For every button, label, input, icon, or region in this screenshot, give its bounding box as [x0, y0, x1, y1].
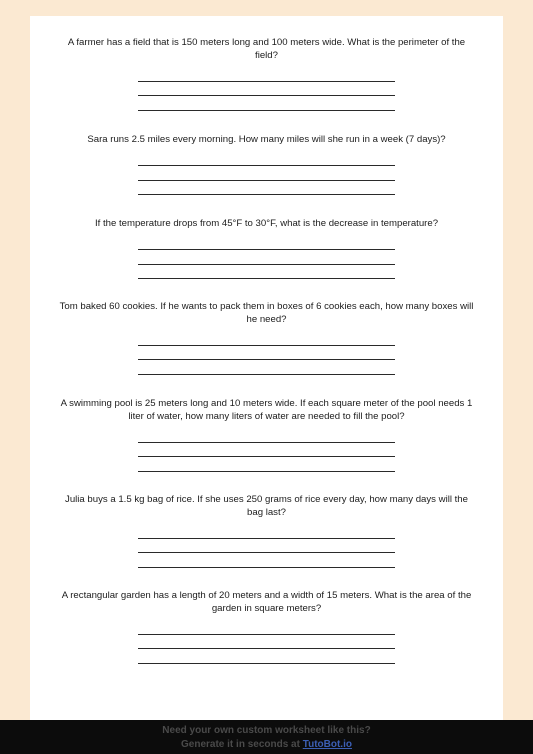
answer-lines	[30, 67, 503, 111]
footer-cta	[0, 738, 533, 752]
answer-line	[138, 166, 395, 181]
answer-lines	[30, 331, 503, 375]
answer-line	[138, 236, 395, 251]
answer-line	[138, 457, 395, 472]
answer-line	[138, 620, 395, 635]
answer-line	[138, 443, 395, 458]
answer-lines	[30, 620, 503, 664]
answer-lines	[30, 428, 503, 472]
question-text: Tom baked 60 cookies. If he wants to pack them in boxes of 6 cookies each, how many boxes will he need?	[59, 301, 474, 325]
footer-cta-text: Generate it in seconds at	[181, 739, 303, 750]
answer-line	[138, 250, 395, 265]
answer-line	[138, 553, 395, 568]
footer-headline: Need your own custom worksheet like this?	[162, 725, 371, 736]
answer-line	[138, 539, 395, 554]
question-3	[30, 218, 503, 279]
question-7	[30, 590, 503, 664]
answer-line	[138, 181, 395, 196]
answer-line	[138, 96, 395, 111]
answer-lines	[30, 524, 503, 568]
answer-line	[138, 649, 395, 664]
answer-lines	[30, 236, 503, 280]
answer-line	[138, 152, 395, 167]
question-5	[30, 398, 503, 472]
answer-line	[138, 428, 395, 443]
question-text: Sara runs 2.5 miles every morning. How many miles will she run in a week (7 days)?	[87, 134, 446, 145]
question-4	[30, 301, 503, 375]
answer-line	[138, 346, 395, 361]
question-text: If the temperature drops from 45°F to 30°F, what is the decrease in temperature?	[94, 218, 439, 229]
answer-line	[138, 331, 395, 346]
answer-line	[138, 265, 395, 280]
answer-line	[138, 635, 395, 650]
question-text: A rectangular garden has a length of 20 meters and a width of 15 meters. What is the area of the garden in square meters?	[61, 590, 472, 614]
question-text: A swimming pool is 25 meters long and 10 meters wide. If each square meter of the pool needs 1 liter of water, how many liters of water are needed to fill the pool?	[60, 398, 473, 422]
answer-line	[138, 82, 395, 97]
worksheet-page	[30, 16, 503, 754]
answer-lines	[30, 152, 503, 196]
question-6	[30, 494, 503, 568]
promo-footer	[0, 720, 533, 754]
question-2	[30, 134, 503, 195]
question-text: Julia buys a 1.5 kg bag of rice. If she uses 250 grams of rice every day, how many days will the bag last?	[65, 494, 468, 518]
tutobot-link[interactable]: TutoBot.io	[302, 739, 352, 750]
question-1	[30, 37, 503, 111]
answer-line	[138, 524, 395, 539]
question-text: A farmer has a field that is 150 meters long and 100 meters wide. What is the perimeter of the field?	[67, 37, 466, 61]
answer-line	[138, 360, 395, 375]
answer-line	[138, 67, 395, 82]
